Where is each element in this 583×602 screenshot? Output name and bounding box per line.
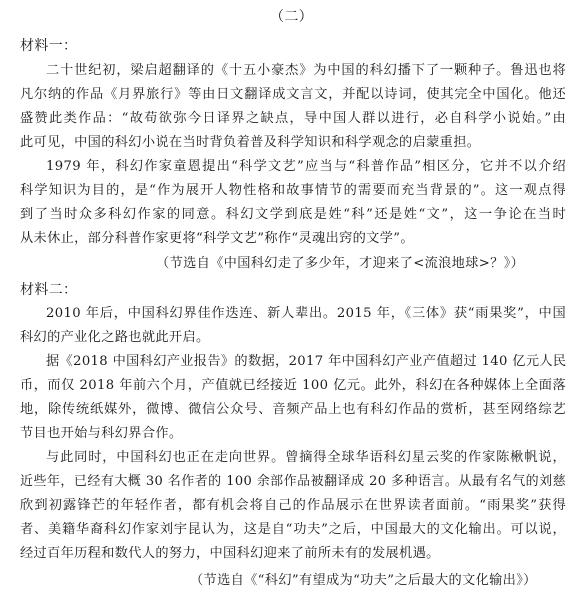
material2-paragraph3-line4: 者、美籍华裔科幻作家刘宇昆认为，这是自“功夫”之后，中国最大的文化输出。可以说， — [20, 522, 566, 537]
material1-paragraph1-line1: 二十世纪初，梁启超翻译的《十五小豪杰》为中国的科幻播下了一颗种子。鲁迅也将 — [46, 63, 566, 78]
material2-heading: 材料二： — [20, 282, 78, 298]
material2-paragraph1-line1: 2010 年后，中国科幻界佳作迭连、新人辈出。2015 年，《三体》获“雨果奖”，中国 — [46, 306, 566, 321]
material1-paragraph2-line2: 科学知识为目的，是“作为展开人物性格和故事情节的需要而充当背景的”。这一观点得 — [20, 183, 566, 198]
section-title: （二） — [269, 9, 314, 25]
material1-paragraph2-line1: 1979 年，科幻作家童恩提出“科学文艺”应当与“科普作品”相区分，它并不以介绍 — [46, 159, 566, 174]
material2-paragraph3-line3: 欣到初露锋芒的年轻作者，都有机会将自己的作品展示在世界读者面前。“雨果奖”获得 — [20, 498, 566, 513]
material2-paragraph2-line1: 据《2018 中国科幻产业报告》的数据，2017 年中国科幻产业产值超过 140 亿元人民 — [46, 354, 567, 369]
material2-source: （节选自《“科幻”有望成为“功夫”之后最大的文化输出》） — [190, 573, 537, 588]
material2-paragraph2-line4: 节目也开始与科幻界合作。 — [20, 426, 183, 441]
material1-paragraph1-line3: 盛赞此类作品：“故苟欲弥今日译界之缺点，导中国人群以进行，必自科学小说始。”由 — [20, 111, 566, 126]
material1-source: （节选自《中国科幻走了多少年，才迎来了<流浪地球>？》） — [156, 256, 525, 271]
material2-paragraph3-line2: 近些年，已经有大概 30 名作者的 100 余部作品被翻译成 20 多种语言。从最有名气的刘慈 — [20, 474, 566, 489]
material2-paragraph3-line5: 经过百年历程和数代人的努力，中国科幻迎来了前所未有的发展机遇。 — [20, 546, 440, 561]
material2-paragraph3-line1: 与此同时，中国科幻也正在走向世界。曾摘得全球华语科幻星云奖的作家陈楸帆说， — [46, 450, 566, 465]
material1-paragraph1-line4: 此可见，中国的科幻小说在当时背负着普及科学知识和科学观念的启蒙重担。 — [20, 135, 481, 150]
material1-paragraph2-line3: 到了当时众多科幻作家的同意。科幻文学到底是姓“科”还是姓“文”，这一争论在当时 — [20, 207, 566, 222]
material1-paragraph1-line2: 凡尔纳的作品《月界旅行》等由日文翻译成文言文，并配以诗词，使其完全中国化。他还 — [20, 87, 566, 102]
material2-paragraph2-line2: 币，而仅 2018 年前六个月，产值就已经接近 100 亿元。此外，科幻在各种媒体上全面落 — [20, 378, 566, 393]
material2-paragraph1-line2: 科幻的产业化之路也就此开启。 — [20, 330, 210, 345]
material1-paragraph2-line4: 从未休止，部分科普作家更将“科学文艺”称作“灵魂出窍的文学”。 — [20, 231, 414, 246]
material1-heading: 材料一： — [20, 38, 78, 54]
material2-paragraph2-line3: 地，除传统纸媒外，微博、微信公众号、音频产品上也有科幻作品的赏析，甚至网络综艺 — [20, 402, 566, 417]
